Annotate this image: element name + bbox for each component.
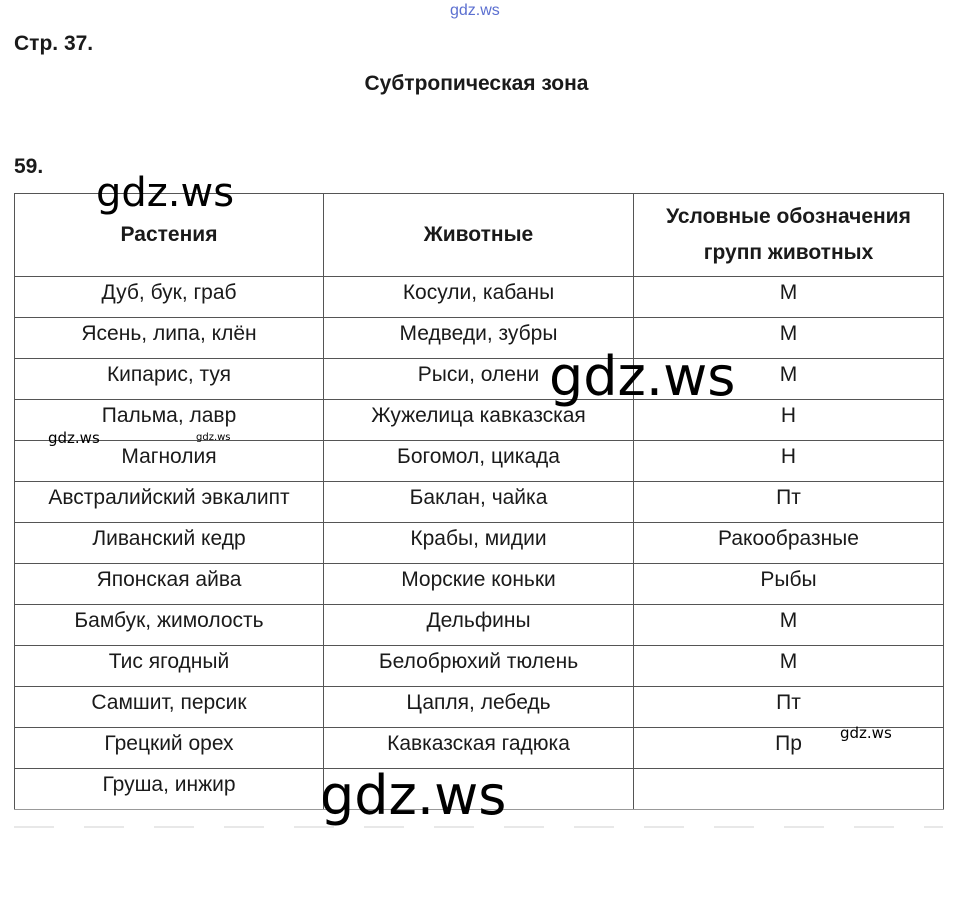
watermark: gdz.ws — [320, 764, 507, 827]
cell-animals: Жужелица кавказская — [324, 400, 634, 441]
cell-symbol: Ракообразные — [634, 523, 944, 564]
table-row — [15, 564, 944, 605]
cell-animals: Баклан, чайка — [324, 482, 634, 523]
cell-animals: Кавказская гадюка — [324, 728, 634, 769]
cell-animals: Морские коньки — [324, 564, 634, 605]
cell-plants: Кипарис, туя — [15, 359, 324, 400]
watermark-top: gdz.ws — [450, 2, 500, 19]
watermark: gdz.ws — [196, 432, 231, 443]
cell-animals: Медведи, зубры — [324, 318, 634, 359]
table-row — [15, 359, 944, 400]
cell-plants: Бамбук, жимолость — [15, 605, 324, 646]
cell-animals: Белобрюхий тюлень — [324, 646, 634, 687]
table-row — [15, 728, 944, 769]
cell-plants: Тис ягодный — [15, 646, 324, 687]
cell-symbol: Пт — [634, 687, 944, 728]
cell-symbol: Н — [634, 400, 944, 441]
header-symbols-line1: Условные обозначения — [666, 204, 911, 228]
cell-plants: Австралийский эвкалипт — [15, 482, 324, 523]
watermark: gdz.ws — [48, 429, 100, 447]
cell-symbol: Пт — [634, 482, 944, 523]
cell-animals: Цапля, лебедь — [324, 687, 634, 728]
cell-plants: Грецкий орех — [15, 728, 324, 769]
table-row — [15, 318, 944, 359]
cell-symbol: М — [634, 359, 944, 400]
cell-plants: Ливанский кедр — [15, 523, 324, 564]
cell-symbol: М — [634, 646, 944, 687]
cell-animals: Крабы, мидии — [324, 523, 634, 564]
table-row — [15, 277, 944, 318]
cell-animals: Богомол, цикада — [324, 441, 634, 482]
table-row — [15, 605, 944, 646]
cell-symbol — [634, 769, 944, 810]
cell-animals: Рыси, олени — [324, 359, 634, 400]
watermark: gdz.ws — [840, 724, 892, 742]
cell-symbol: М — [634, 318, 944, 359]
cell-plants: Груша, инжир — [15, 769, 324, 810]
cell-symbol: М — [634, 277, 944, 318]
page-title: Субтропическая зона — [364, 72, 589, 95]
cell-plants: Магнолия — [15, 441, 324, 482]
header-symbols — [634, 194, 944, 277]
cell-symbol: Н — [634, 441, 944, 482]
cell-plants: Японская айва — [15, 564, 324, 605]
watermark: gdz.ws — [96, 170, 235, 216]
cell-symbol: Пр — [634, 728, 944, 769]
cell-plants: Ясень, липа, клён — [15, 318, 324, 359]
table-row — [15, 482, 944, 523]
watermark: gdz.ws — [549, 345, 736, 408]
task-number: 59. — [14, 155, 44, 178]
page-number: Стр. 37. — [14, 32, 94, 55]
table-row — [15, 646, 944, 687]
table-row — [15, 687, 944, 728]
table-row — [15, 400, 944, 441]
header-animals: Животные — [324, 194, 634, 277]
header-plants: Растения — [15, 194, 324, 277]
table-row — [15, 441, 944, 482]
cell-plants: Пальма, лавр — [15, 400, 324, 441]
cell-symbol: Рыбы — [634, 564, 944, 605]
cell-plants: Самшит, персик — [15, 687, 324, 728]
table-row — [15, 523, 944, 564]
cell-animals: Косули, кабаны — [324, 277, 634, 318]
cell-symbol: М — [634, 605, 944, 646]
header-symbols-line2: групп животных — [703, 241, 874, 264]
answer-table — [14, 193, 944, 810]
cell-plants: Дуб, бук, граб — [15, 277, 324, 318]
cell-animals: Дельфины — [324, 605, 634, 646]
